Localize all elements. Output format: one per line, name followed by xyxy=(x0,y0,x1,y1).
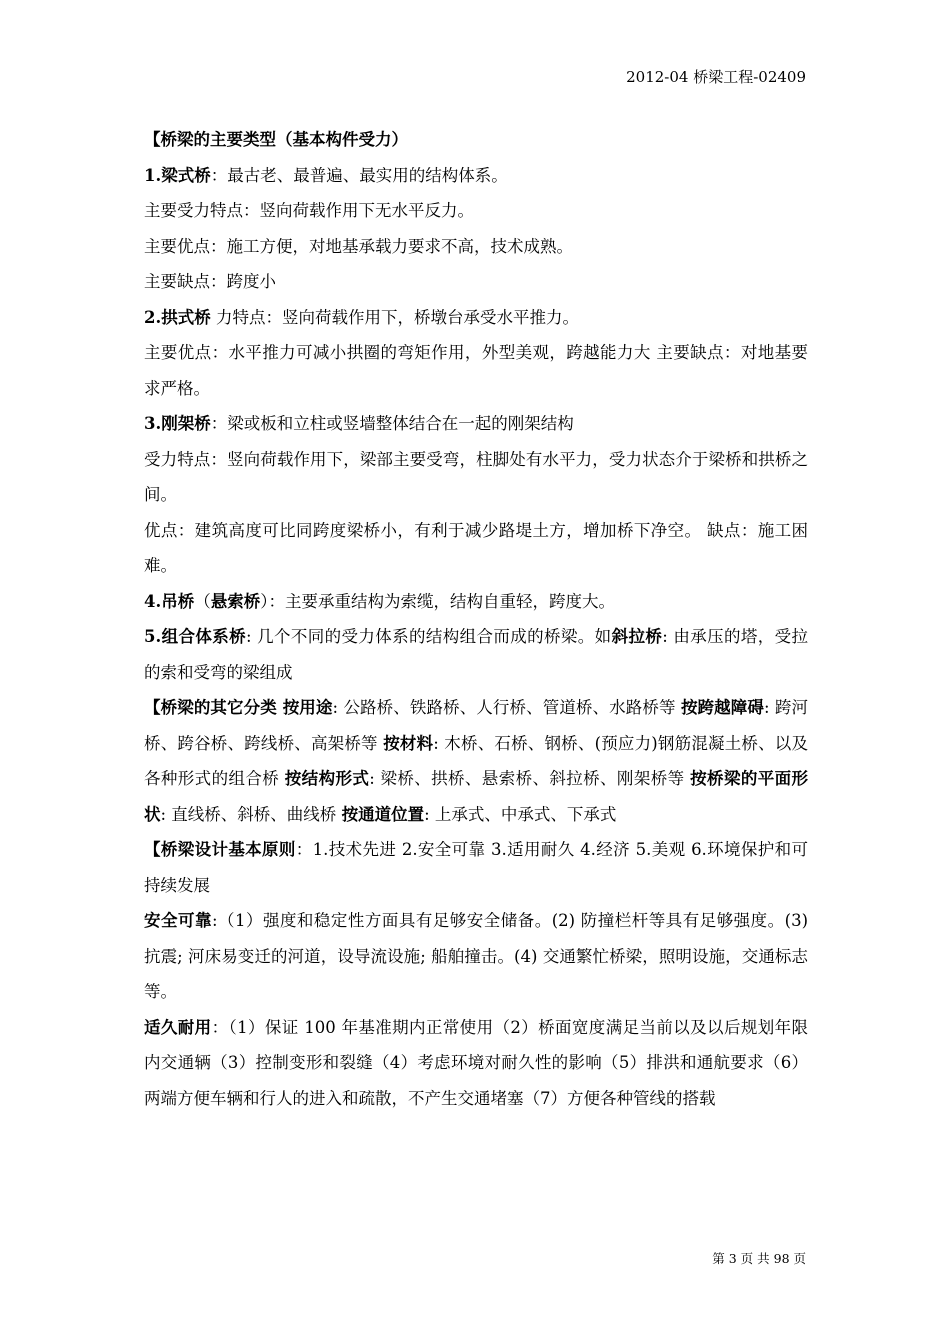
safety-desc: :（1）强度和稳定性方面具有足够安全储备。(2) 防撞栏杆等具有足够强度。(3) 抗震; 河床易变迁的河道，设导流设施; 船舶撞击。(4) 交通繁忙桥梁，照明设施，交通标志等。 xyxy=(144,911,809,1001)
paragraph-rigid-frame-pros-cons: 优点：建筑高度可比同跨度梁桥小，有利于减少路堤土方，增加桥下净空。 缺点：施工困难。 xyxy=(144,520,808,575)
beam-bridge-desc: ：最古老、最普遍、最实用的结构体系。 xyxy=(210,165,508,185)
term-design-principles: 【桥梁设计基本原则 xyxy=(144,840,296,859)
by-obstacle-desc: : 跨河桥、跨谷桥、跨线桥、高架桥等 xyxy=(144,698,809,753)
paragraph-arch-pros-cons: 主要优点：水平推力可减小拱圈的弯矩作用，外型美观，跨越能力大 主要缺点：对地基要求严格。 xyxy=(144,343,808,398)
page-header: 2012-04 桥梁工程-02409 xyxy=(626,68,806,86)
term-by-material: 按材料 xyxy=(383,733,434,753)
term-by-structure: 按结构形式 xyxy=(284,769,370,788)
term-cable-suspension: 悬索桥 xyxy=(210,591,261,611)
term-by-obstacle: 按跨越障碍 xyxy=(680,698,764,717)
paragraph-design-principles xyxy=(144,832,808,903)
paragraph-rigid-frame-bridge xyxy=(144,406,808,442)
composite-desc: : 几个不同的受力体系的结构组合而成的桥梁。如 xyxy=(245,627,612,646)
term-composite-bridge: 5.组合体系桥 xyxy=(144,627,246,646)
by-deck-position-desc: : 上承式、中承式、下承式 xyxy=(424,804,617,824)
term-by-deck-position: 按通道位置 xyxy=(341,804,425,824)
document-body xyxy=(144,122,808,1116)
paragraph-beam-bridge xyxy=(144,158,808,194)
section-heading-main-types xyxy=(144,122,808,158)
paragraph-beam-disadvantages: 主要缺点：跨度小 xyxy=(144,272,276,291)
cable-stayed-desc: : 由承压的塔，受拉的索和受弯的梁组成 xyxy=(144,627,809,682)
term-by-use: 【桥梁的其它分类 按用途 xyxy=(144,698,333,717)
paragraph-suspension-bridge xyxy=(144,584,808,620)
heading-text: 【桥梁的主要类型（基本构件受力） xyxy=(144,130,408,149)
by-material-desc: : 木桥、石桥、钢桥、(预应力)钢筋混凝土桥、以及各种形式的组合桥 xyxy=(144,733,808,788)
arch-bridge-desc: 力特点：竖向荷载作用下，桥墩台承受水平推力。 xyxy=(210,307,579,327)
term-by-plan-shape: 按桥梁的平面形状 xyxy=(144,769,809,824)
by-use-desc: : 公路桥、铁路桥、人行桥、管道桥、水路桥等 xyxy=(332,698,681,717)
term-durability: 适久耐用 xyxy=(144,1017,212,1037)
term-rigid-frame-bridge: 3.刚架桥 xyxy=(144,414,211,433)
page-footer: 第 3 页 共 98 页 xyxy=(712,1251,806,1266)
paragraph-beam-force: 主要受力特点：竖向荷载作用下无水平反力。 xyxy=(144,201,474,220)
paragraph-arch-bridge xyxy=(144,300,808,336)
term-arch-bridge: 2.拱式桥 xyxy=(144,307,211,327)
design-principles-desc: ：1.技术先进 2.安全可靠 3.适用耐久 4.经济 5.美观 6.环境保护和可持续发展 xyxy=(144,840,808,895)
paragraph-composite-bridge xyxy=(144,619,808,690)
term-suspension-bridge: 4.吊桥 xyxy=(144,591,195,611)
term-safety: 安全可靠 xyxy=(144,911,212,930)
paragraph-durability xyxy=(144,1010,808,1117)
by-structure-desc: : 梁桥、拱桥、悬索桥、斜拉桥、刚架桥等 xyxy=(369,769,691,788)
paren-open: （ xyxy=(194,591,211,611)
paragraph-rigid-frame-force: 受力特点：竖向荷载作用下，梁部主要受弯，柱脚处有水平力，受力状态介于梁桥和拱桥之间。 xyxy=(144,449,808,504)
by-plan-shape-desc: : 直线桥、斜桥、曲线桥 xyxy=(160,804,342,824)
paragraph-safety xyxy=(144,903,808,1010)
term-cable-stayed: 斜拉桥 xyxy=(611,627,663,646)
paragraph-other-classifications xyxy=(144,690,808,832)
durability-desc: ：（1）保证 100 年基准期内正常使用（2）桥面宽度满足当前以及以后规划年限内交通辆（3）控制变形和裂缝（4）考虑环境对耐久性的影响（5）排洪和通航要求（6）两端方便车辆和行人的进入和疏散，不产生交通堵塞（7）方便各种管线的搭载 xyxy=(144,1017,809,1108)
term-beam-bridge: 1.梁式桥 xyxy=(144,165,211,185)
suspension-desc: ）：主要承重结构为索缆，结构自重轻，跨度大。 xyxy=(260,591,615,611)
rigid-frame-desc: ：梁或板和立柱或竖墙整体结合在一起的刚架结构 xyxy=(210,414,574,433)
paragraph-beam-advantages: 主要优点：施工方便，对地基承载力要求不高，技术成熟。 xyxy=(144,236,573,256)
